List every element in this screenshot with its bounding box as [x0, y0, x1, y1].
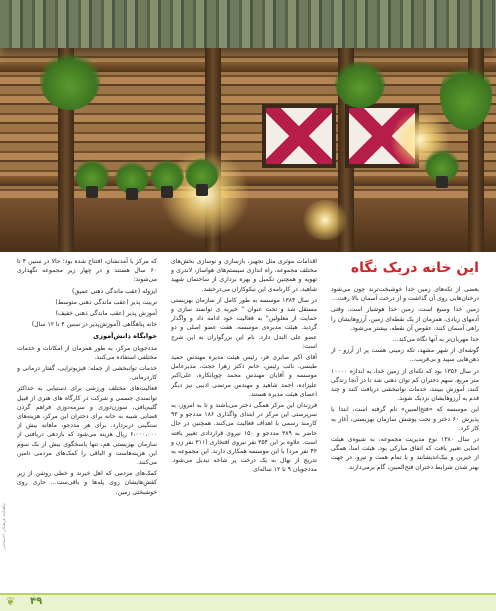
thatched-roof: [0, 0, 496, 48]
article-column-middle: [171, 257, 317, 592]
plant-pot: [86, 186, 98, 198]
lattice-window: [262, 104, 336, 168]
plant-pot: [126, 188, 138, 200]
cabin-photo: [0, 0, 496, 252]
paragraph: بعضی از تکه‌های زمین خدا خوشبخت‌ترند چون می‌شود درختان‌هایی روی آن گذاشت و از درخت آسمان بالا رفت...: [331, 286, 479, 303]
hanging-fern: [440, 60, 492, 130]
list-item: خانه پناهگاهی (آموزش‌پذیر در سنین ۴ تا ۱۲ سال): [31, 321, 157, 329]
paragraph: خدا مهربان‌تر به آنها نگاه می‌کند...: [392, 336, 479, 344]
paragraph: اقدامات موثری مثل تجهیز، بازسازی و نوسازی بخش‌های مختلف مجموعه، راه اندازی سیستم‌های هواساز، لاندری و تهویه و همچنین تکمیل و بهره برداری از ساختمان شهید شاهید، در کارنامه‌ی این نیکوکاران می‌درخشد.: [171, 258, 317, 293]
paragraph: در سال ۱۳۸۴ موسسه به طور کامل از سازمان بهزیستی مستقل شد و تحت عنوان " خیریه ی توانمند سازی و حمایت از معلولین" به فعالیت خود ادامه داد و واگذار گردید. هیئت مدیره‌ی موسسه، هفت عضو اصلی و دو عضو علی البدل دارد. نام این بزرگواران به این شرح است:: [171, 296, 317, 350]
paragraph: که مرکز با آمدنشان، افتتاح شده بود؛ حالا در سنین ۴ تا ۶۰ سال هستند و در چهار زیر مجموعه نگهداری می‌شوند:: [17, 258, 157, 284]
section-subheading: خوابگاه دانش‌آموزی: [93, 332, 157, 341]
side-note: ماهنامه فرهنگی اجتماعی: [2, 503, 7, 550]
paragraph: این موسسه که «فتح‌المبین» نام گرفته است، ابتدا با پذیرش ۶۰ دختر و تحت پوشش سازمان بهزیستی، آغاز به کار کرد.: [331, 406, 479, 432]
hanging-fern: [335, 58, 385, 108]
list-item: آموزش پذیر (عقب ماندگی ذهنی خفیف): [55, 310, 157, 318]
article-body: [9, 257, 479, 592]
paragraph: زمین خدا وسیع است، زمین خدا هوشیار است. وقتی آدمهای زیادی، همزمان از یک نقطه‌ای زمین، آرزوهایشان را راهی آسمان کنند، عقوص آن نقطه، بیشتر می‌شود.: [331, 306, 479, 332]
paragraph: خدمات توانبخشی از جمله: فیزیوتراپی، گفتار درمانی و کاردرمانی.: [17, 365, 157, 382]
paragraph: آقای اکبر صابری فر، رئیس هیئت مدیره مهندس حمید طبسی، نائب رئیس، خانم دکتر زهرا حجت، مدیرعامل موسسه و آقایان مهندس محمد چوپانکاره، علی‌اکبر علیزاده، احمد شاهید و مهندس مرتضی ادیبی نیز دیگر اعضای هیئت مدیره هستند.: [171, 354, 317, 398]
lamp-glow: [300, 200, 350, 240]
plant-pot: [436, 176, 448, 188]
paragraph: مددجویان مرکز، به طور همزمان از امکانات و خدمات مختلفی استفاده می‌کنند.: [17, 344, 157, 361]
paragraph: فرزندان این مرکز همگی دختر می‌باشند و تا به امروز، به سرپرستی این مرکز در ابتدای واگذاری ۱۸۶ مددجو و ۹۳ کارمند رسمی با اهداف فعالیت می‌کنند. همچنین در حال حاضر به ۳۸۹ مددجو و ۱۵۰ نیروی قراردادی تغییر یافته است. علاوه بر این ۳۵۴ نفر نیروی افتخاری (۳۱۱ نفر زن و ۴۳ نفر مرد) با این موسسه همکاری دارند. این مجموعه به تدریج از نهال به یک درخت پر شاخه تبدیل می‌شود. مددجویان ۹ تا ۱۲ ساله‌ای: [171, 402, 317, 474]
paragraph: کمک‌های مردمی که اهل خیرند و خطی روشن از زیر کفش‌هایشان روی پله‌ها و باقی‌ست... جاری روی خوشبختی زمین.: [17, 470, 157, 496]
paragraph: در سال ۱۳۸۰ نوع مدیریت مجموعه، به شیوه‌ی هیئت امنایی تغییر یافت که اتفاق مبارکی بود. هیئت امنا، همگی از خیرین و نیک‌اندیشانند و با تمام همت و نیرو، در جهت بهتر شدن شرایط دختران فتح‌المبین، گام برمی‌دارند.: [331, 436, 479, 471]
paragraph: در سال ۱۳۵۶ بود که تکه‌ای از زمین خدا، به اندازه ۱۰۰۰۰ متر مربع، سهم دختران کم توان ذهنی شد تا در آنجا زندگی کنند، آموزش ببینند، خدمات توانبخشی دریافت کنند و چند قدم به آرزوهایشان نزدیک شوند.: [331, 367, 479, 403]
leaf-logo-icon: ❦: [6, 595, 16, 608]
article-title: این خانه دریک نگاه: [350, 260, 479, 276]
page-number: ۴۹: [30, 596, 43, 607]
list-item: ایزوله (عقب ماندگی ذهنی عمیق): [72, 287, 157, 295]
footer-bar: [0, 593, 496, 611]
paragraph: فعالیت‌های مختلف ورزشی برای دستیابی به حداکثر توانمندی جسمی و شرکت در کارگاه های هنری از قبیل گلیم‌بافی، سوزن‌دوزی و سرمه‌دوزی فراهم گردن فضایی شبیه به خانه برای دختران این مرکز، هزینه‌های سنگینی دربردارد. برای هر مددجو، ماهانه بیش از ۶،۰۰۰،۰۰۰ ریال هزینه می‌شود که بازدهی دریافتی از سازمان بهزیستی هم، تنها پاسخگوی بیش از یک سوم این هزینه‌هاست و الباقی را کمک‌های مردمی تامین می‌کنند.: [17, 385, 157, 467]
plant-pot: [161, 186, 173, 198]
paragraph: گوشه‌ای از شهر مشهد، تکه زمینی هست پر از آرزو - از ذهن‌هایی سپید و بی‌فریب...: [331, 347, 479, 364]
hanging-fern: [40, 50, 100, 110]
plant-pot: [196, 184, 208, 196]
article-column-left: [17, 257, 157, 592]
article-column-right: [331, 257, 479, 592]
footer-accent-line: [0, 593, 496, 595]
list-item: تربیت پذیر (عقب ماندگی ذهنی متوسط): [55, 298, 157, 306]
